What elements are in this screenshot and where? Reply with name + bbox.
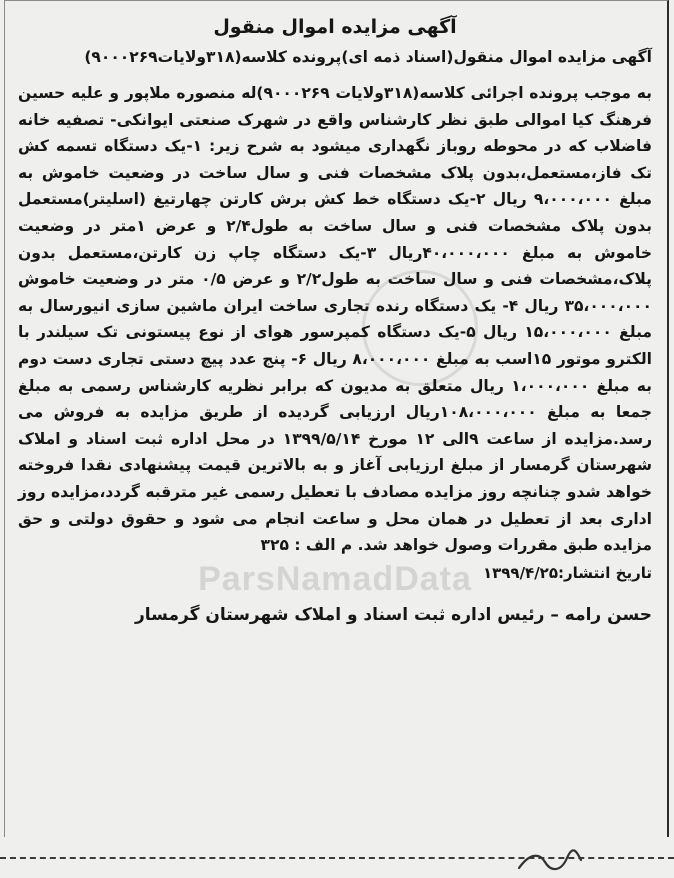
watermark: ParsNamadData [198, 560, 472, 598]
notice-body: به موجب پرونده اجرائی کلاسه(۳۱۸ولایات ۹۰۰۰۲۶۹)له منصوره ملاپور و علیه حسین فرهنگ کیا اموالی طبق نظر کارشناس واقع در شهرک صنعتی ایوانکی- تصفیه خانه فاضلاب که در محوطه روباز نگهداری میشود به شرح زیر: ۱-یک دستگاه تسمه کش تک فاز،مستعمل،بدون پلاک مشخصات فنی و سال ساخت در وضعیت خاموش به مبلغ ۹،۰۰۰،۰۰۰ ریال ۲-یک دستگاه خط کش برش کارتن چهارتیغ (اسلیتر)مستعمل بدون پلاک مشخصات فنی و سال ساخت به طول۲/۴ و عرض ۱متر در وضعیت خاموش به مبلغ ۴۰،۰۰۰،۰۰۰ریال ۳-یک دستگاه چاپ زن کارتن،مستعمل بدون پلاک،مشخصات فنی و سال ساخت به طول۲/۲ و عرض ۰/۵ متر در وضعیت خاموش ۳۵،۰۰۰،۰۰۰ ریال ۴- یک دستگاه رنده تجاری ساخت ایران ماشین سازی انیورسال به مبلغ ۱۵،۰۰۰،۰۰۰ ریال ۵-یک دستگاه کمپرسور هوای از نوع پیستونی تک سیلندر با الکترو موتور ۱۵اسب به مبلغ ۸،۰۰۰،۰۰۰ ریال ۶- پنج عدد پیچ دستی تجاری دست دوم به مبلغ ۱،۰۰۰،۰۰۰ ریال متعلق به مدیون که برابر نظریه کارشناس رسمی به مبلغ جمعا به مبلغ ۱۰۸،۰۰۰،۰۰۰ریال ارزیابی گردیده از طریق مزایده به فروش می رسد.مزایده از ساعت ۹الی ۱۲ مورخ ۱۳۹۹/۵/۱۴ در محل اداره ثبت اسناد و املاک شهرستان گرمسار از مبلغ ارزیابی آغاز و به بالاترین قیمت پیشنهادی نقدا فروخته خواهد شدو چنانچه روز مزایده مصادف با تعطیل رسمی غیر مترقبه گردد،مزایده روز اداری بعد از تعطیل در همان محل و ساعت انجام می شود و حقوق دولتی و حق مزایده طبق مقررات وصول خواهد شد. م الف : ۳۲۵ [18, 84, 652, 555]
publish-date: تاریخ انتشار:۱۳۹۹/۴/۲۵ [482, 563, 652, 582]
notice-title: آگهی مزایده اموال منقول [213, 16, 457, 38]
notice-subtitle: آگهی مزایده اموال منقول(اسناد ذمه ای)پرونده کلاسه(۳۱۸ولایات۹۰۰۰۲۶۹) [84, 48, 652, 66]
notice-content [18, 12, 652, 629]
signature-line: حسن رامه – رئیس اداره ثبت اسناد و املاک شهرستان گرمسار [135, 604, 652, 625]
pen-scribble [515, 846, 585, 876]
cut-line [0, 857, 674, 859]
